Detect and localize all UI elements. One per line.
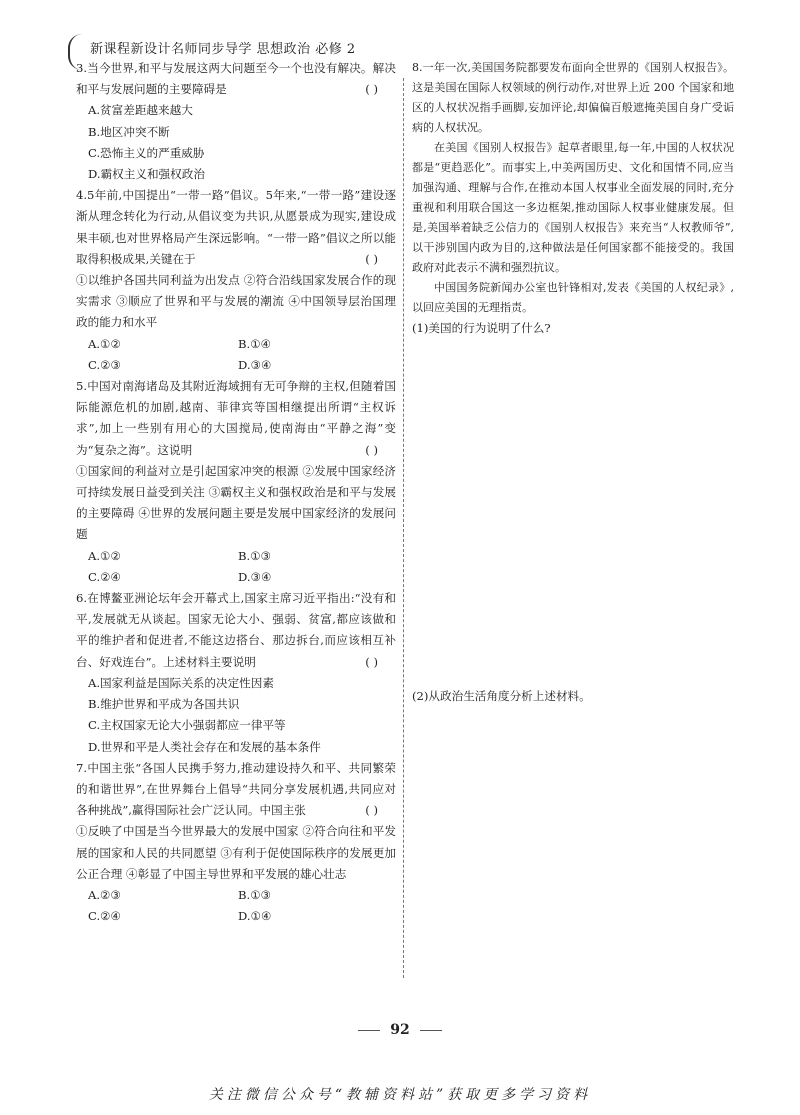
choice-d: D.③④ — [238, 569, 272, 584]
sub-question-2: (2)从政治生活角度分析上述材料。 — [412, 689, 591, 703]
choice-b: B.①④ — [238, 336, 271, 351]
choice-c: C.②④ — [88, 909, 121, 924]
answer-blank: ( ) — [365, 82, 378, 97]
choice-c: C.②④ — [88, 569, 121, 584]
choice-b: B.①③ — [238, 548, 271, 563]
page-number-text: 92 — [390, 1022, 410, 1038]
dash-left — [358, 1030, 380, 1031]
choice-c: C.②③ — [88, 357, 121, 372]
question-7 — [76, 758, 396, 928]
question-7-statements: ①反映了中国是当今世界最大的发展中国家 ②符合向往和平发展的国家和人民的共同愿望 ③有利于促使国际秩序的发展更加公正合理 ④彰显了中国主导世界和平发展的雄心壮志 — [76, 824, 396, 881]
question-3-stem: 3.当今世界,和平与发展这两大问题至今一个也没有解决。解决和平与发展问题的主要障碍是 — [76, 61, 396, 97]
option-d: D.霸权主义和强权政治 — [88, 167, 205, 182]
sub-question-1: (1)美国的行为说明了什么? — [412, 321, 551, 335]
option-d: D.世界和平是人类社会存在和发展的基本条件 — [88, 739, 321, 754]
option-a: A.贫富差距越来越大 — [88, 103, 193, 118]
answer-blank: ( ) — [365, 251, 378, 266]
question-3 — [76, 58, 396, 185]
option-a: A.国家利益是国际关系的决定性因素 — [88, 675, 274, 690]
dash-right — [420, 1030, 442, 1031]
answer-blank: ( ) — [365, 442, 378, 457]
question-5 — [76, 376, 396, 588]
right-column — [412, 58, 734, 339]
question-5-statements: ①国家间的利益对立是引起国家冲突的根源 ②发展中国家经济可持续发展日益受到关注 ③霸权主义和强权政治是和平与发展的主要障碍 ④世界的发展问题主要是发展中国家经济的发展问题 — [76, 463, 396, 542]
question-7-stem: 7.中国主张“各国人民携手努力,推动建设持久和平、共同繁荣的和谐世界”,在世界舞台上倡导“共同分享发展机遇,共同应对各种挑战”,赢得国际社会广泛认同。中国主张 — [76, 760, 396, 818]
question-4 — [76, 185, 396, 376]
page-number — [0, 1022, 800, 1038]
footer-note: 关注微信公众号“教辅资料站”获取更多学习资料 — [208, 1087, 592, 1103]
choice-a: A.①② — [88, 548, 121, 563]
question-5-stem: 5.中国对南海诸岛及其附近海域拥有无可争辩的主权,但随着国际能源危机的加剧,越南、菲律宾等国相继提出所谓“主权诉求”,加上一些别有用心的大国搅局,使南海由“平静之海”变为“复杂之海”。这说明 — [76, 379, 396, 457]
question-4-stem: 4.5年前,中国提出“一带一路”倡议。5年来,“一带一路”建设逐渐从理念转化为行动,从倡议变为共识,从愿景成为现实,建设成果丰硕,也对世界格局产生深远影响。“一带一路”倡议之所以能取得积极成果,关键在于 — [76, 188, 396, 266]
header-title: 新课程新设计名师同步导学 思想政治 必修 2 — [90, 42, 356, 57]
option-c: C.主权国家无论大小强弱都应一律平等 — [88, 718, 286, 733]
question-8-paragraph: 中国国务院新闻办公室也针锋相对,发表《美国的人权纪录》,以回应美国的无理指责。 — [412, 281, 734, 314]
choice-b: B.①③ — [238, 887, 271, 902]
left-column — [76, 58, 396, 927]
option-b: B.地区冲突不断 — [88, 124, 170, 139]
choice-d: D.①④ — [238, 909, 272, 924]
answer-blank: ( ) — [365, 654, 378, 669]
question-6 — [76, 588, 396, 758]
column-divider — [403, 78, 404, 978]
choice-a: A.②③ — [88, 887, 121, 902]
answer-blank: ( ) — [365, 803, 378, 818]
option-b: B.维护世界和平成为各国共识 — [88, 697, 240, 712]
choice-d: D.③④ — [238, 357, 272, 372]
option-c: C.恐怖主义的严重威胁 — [88, 145, 205, 160]
choice-a: A.①② — [88, 336, 121, 351]
question-8-stem: 8.一年一次,美国国务院都要发布面向全世界的《国别人权报告》。这是美国在国际人权领域的例行动作,对世界上近 200 个国家和地区的人权状况指手画脚,妄加评论,却偏偏百般遮掩美国自身广受诟病的人权状况。 — [412, 61, 734, 134]
question-4-statements: ①以维护各国共同利益为出发点 ②符合沿线国家发展合作的现实需求 ③顺应了世界和平与发展的潮流 ④中国领导层治国理政的能力和水平 — [76, 273, 396, 330]
question-8-paragraph: 在美国《国别人权报告》起草者眼里,每一年,中国的人权状况都是“更趋恶化”。而事实上,中美两国历史、文化和国情不同,应当加强沟通、理解与合作,在推动本国人权事业全面发展的同时,充分重视和利用联合国这一多边框架,推动国际人权事业健康发展。但是,美国举着缺乏公信力的《国别人权报告》来充当“人权教师爷”,以干涉别国内政为目的,这种做法是任何国家都不能接受的。我国政府对此表示不满和强烈抗议。 — [412, 141, 734, 274]
question-6-stem: 6.在博鳌亚洲论坛年会开幕式上,国家主席习近平指出:“没有和平,发展就无从谈起。国家无论大小、强弱、贫富,都应该做和平的维护者和促进者,不能这边搭台、那边拆台,而应该相互补台、好戏连台”。上述材料主要说明 — [76, 591, 396, 669]
